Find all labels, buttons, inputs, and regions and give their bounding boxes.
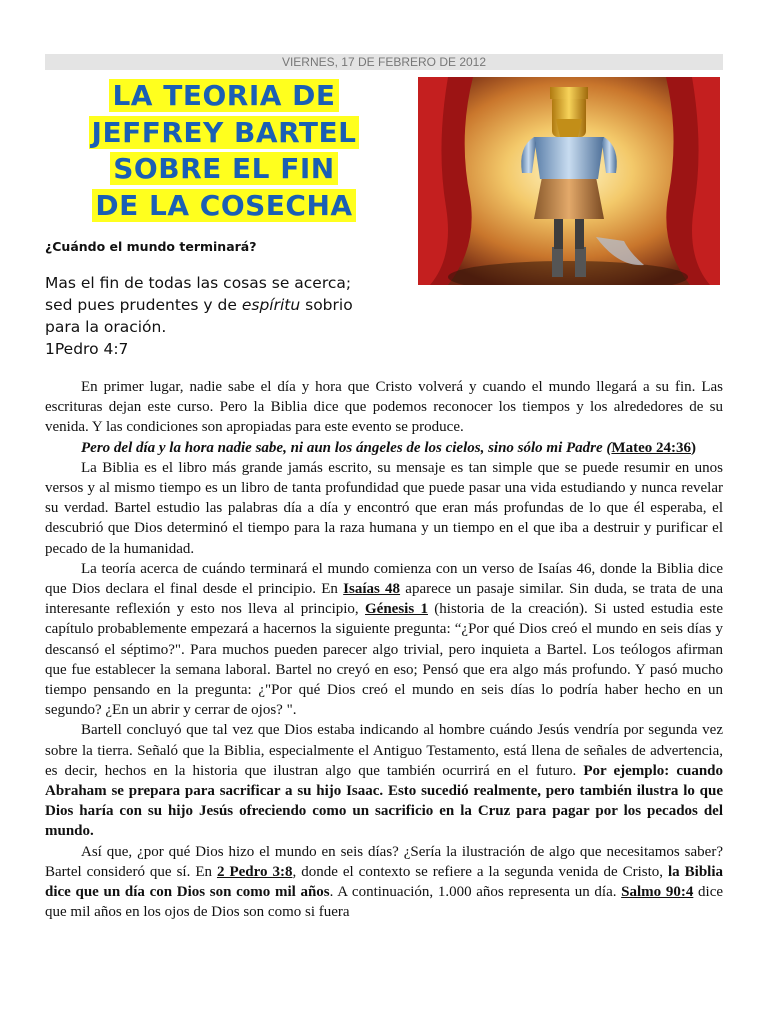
quote-line: Mas el fin de todas las cosas se acerca; xyxy=(45,274,352,292)
paragraph: La Biblia es el libro más grande jamás escrito, su mensaje es tan simple que se puede resumir en unos versos y al mismo tiempo es un libro de tanta profundidad que puede pasar una vida estudiando y nunca revelar su verdad. Bartel estudio las palabras día a día y encontró que eran más profundas de lo que él esperaba, el descubrió que Dios determinó el tiempo para la raza humana y un tiempo en el que iba a destruir y purificar el pecado de la humanidad. xyxy=(45,459,723,557)
paragraph: Bartell concluyó que tal vez que Dios estaba indicando al hombre cuándo Jesús vendría por segunda vez sobre la tierra. Señaló que la Biblia, especialmente el Antiguo Testamento, está llena de señales de advertencia, es decir, hechos en la historia que ilustran algo que también ocurrirá en el futuro. Por ejemplo: cuando Abraham se prepara para sacrificar a su hijo Isaac. Esto sucedió realmente, pero también ilustra lo que Dios haría con su hijo Jesús ofreciendo como un sacrificio en la Cruz para pagar por los pecados del mundo. xyxy=(45,722,724,840)
title-line: JEFFREY BARTEL xyxy=(89,116,360,149)
quote-line: para la oración. xyxy=(45,318,167,336)
bible-verse-quote: Pero del día y la hora nadie sabe, ni aun los ángeles de los cielos, sino sólo mi Padre ( xyxy=(81,439,612,456)
quote-line: sed pues prudentes y de xyxy=(45,296,242,314)
title-line: DE LA COSECHA xyxy=(92,189,355,222)
emphasis-text: la Biblia dice que un día con Dios son como mil años xyxy=(45,863,724,901)
bible-reference-link[interactable]: Génesis 1 xyxy=(365,601,428,618)
quote-italic-word: espíritu xyxy=(241,296,301,314)
post-date: VIERNES, 17 DE FEBRERO DE 2012 xyxy=(45,54,723,70)
paragraph: La teoría acerca de cuándo terminará el mundo comienza con un verso de Isaías 46, donde la Biblia dice que Dios declara el final desde el principio. En Isaías 48 aparece un pasaje similar. Sin duda, se trata de una interesante reflexión y esto nos lleva al principio, Génesis 1 (historia de la creación). Si usted estudia este capítulo probablemente empezará a hacernos la siguiente pregunta: “¿Por qué Dios creó el mundo en seis días y descansó el séptimo?". Para muchos pueden parecer algo trivial, pero inquieta a Bartel. Los teólogos afirman que fue establecer la semana laboral. Bartel no creyó en eso; Pensó que era algo más profundo. Y pasó mucho tiempo pensando en la pregunta: ¿"Por qué Dios creó el mundo en seis días lo podría haber hecho en un segundo? ¿En un abrir y cerrar de ojos? ". xyxy=(45,560,723,719)
paragraph: Así que, ¿por qué Dios hizo el mundo en seis días? ¿Sería la ilustración de algo que necesitamos saber? Bartel consideró que sí. En 2 Pedro 3:8, donde el contexto se refiere a la segunda venida de Cristo, la Biblia dice que un día con Dios son como mil años. A continuación, 1.000 años representa un día. Salmo 90:4 dice que mil años en los ojos de Dios son como si fuera xyxy=(45,843,724,921)
golden-statue-illustration-icon xyxy=(418,77,720,285)
paragraph: Pero del día y la hora nadie sabe, ni aun los ángeles de los cielos, sino sólo mi Padre (Mateo 24:36) xyxy=(81,439,696,456)
quote-line: sobrio xyxy=(300,296,353,314)
bible-reference-link[interactable]: Isaías 48 xyxy=(343,581,401,598)
post-title xyxy=(45,78,403,224)
title-line: LA TEORIA DE xyxy=(109,79,338,112)
paragraph: En primer lugar, nadie sabe el día y hora que Cristo volverá y cuando el mundo llegará a su fin. Las escrituras dejan este curso. Pero la Biblia dice que podemos reconocer los tiempos y los alrededores de su venida. Y las condiciones son apropiadas para este evento se produce. xyxy=(45,379,723,436)
title-line: SOBRE EL FIN xyxy=(110,152,337,185)
bible-reference-link[interactable]: 2 Pedro 3:8 xyxy=(216,863,293,880)
article-body xyxy=(45,377,723,922)
bible-reference-link[interactable]: Salmo 90:4 xyxy=(621,884,694,901)
scripture-quote xyxy=(45,272,405,360)
emphasis-text: Por ejemplo: cuando Abraham se prepara para sacrificar a su hijo Isaac. Esto sucedió realmente, pero también ilustra lo que Dios haría con su hijo Jesús ofreciendo como un sacrificio en la Cruz para pagar por los pecados del mundo. xyxy=(45,762,724,840)
hero-image xyxy=(418,77,720,285)
post-subtitle: ¿Cuándo el mundo terminará? xyxy=(45,239,257,254)
bible-reference-link[interactable]: Mateo 24:36 xyxy=(611,439,691,456)
quote-reference: 1Pedro 4:7 xyxy=(45,340,129,358)
